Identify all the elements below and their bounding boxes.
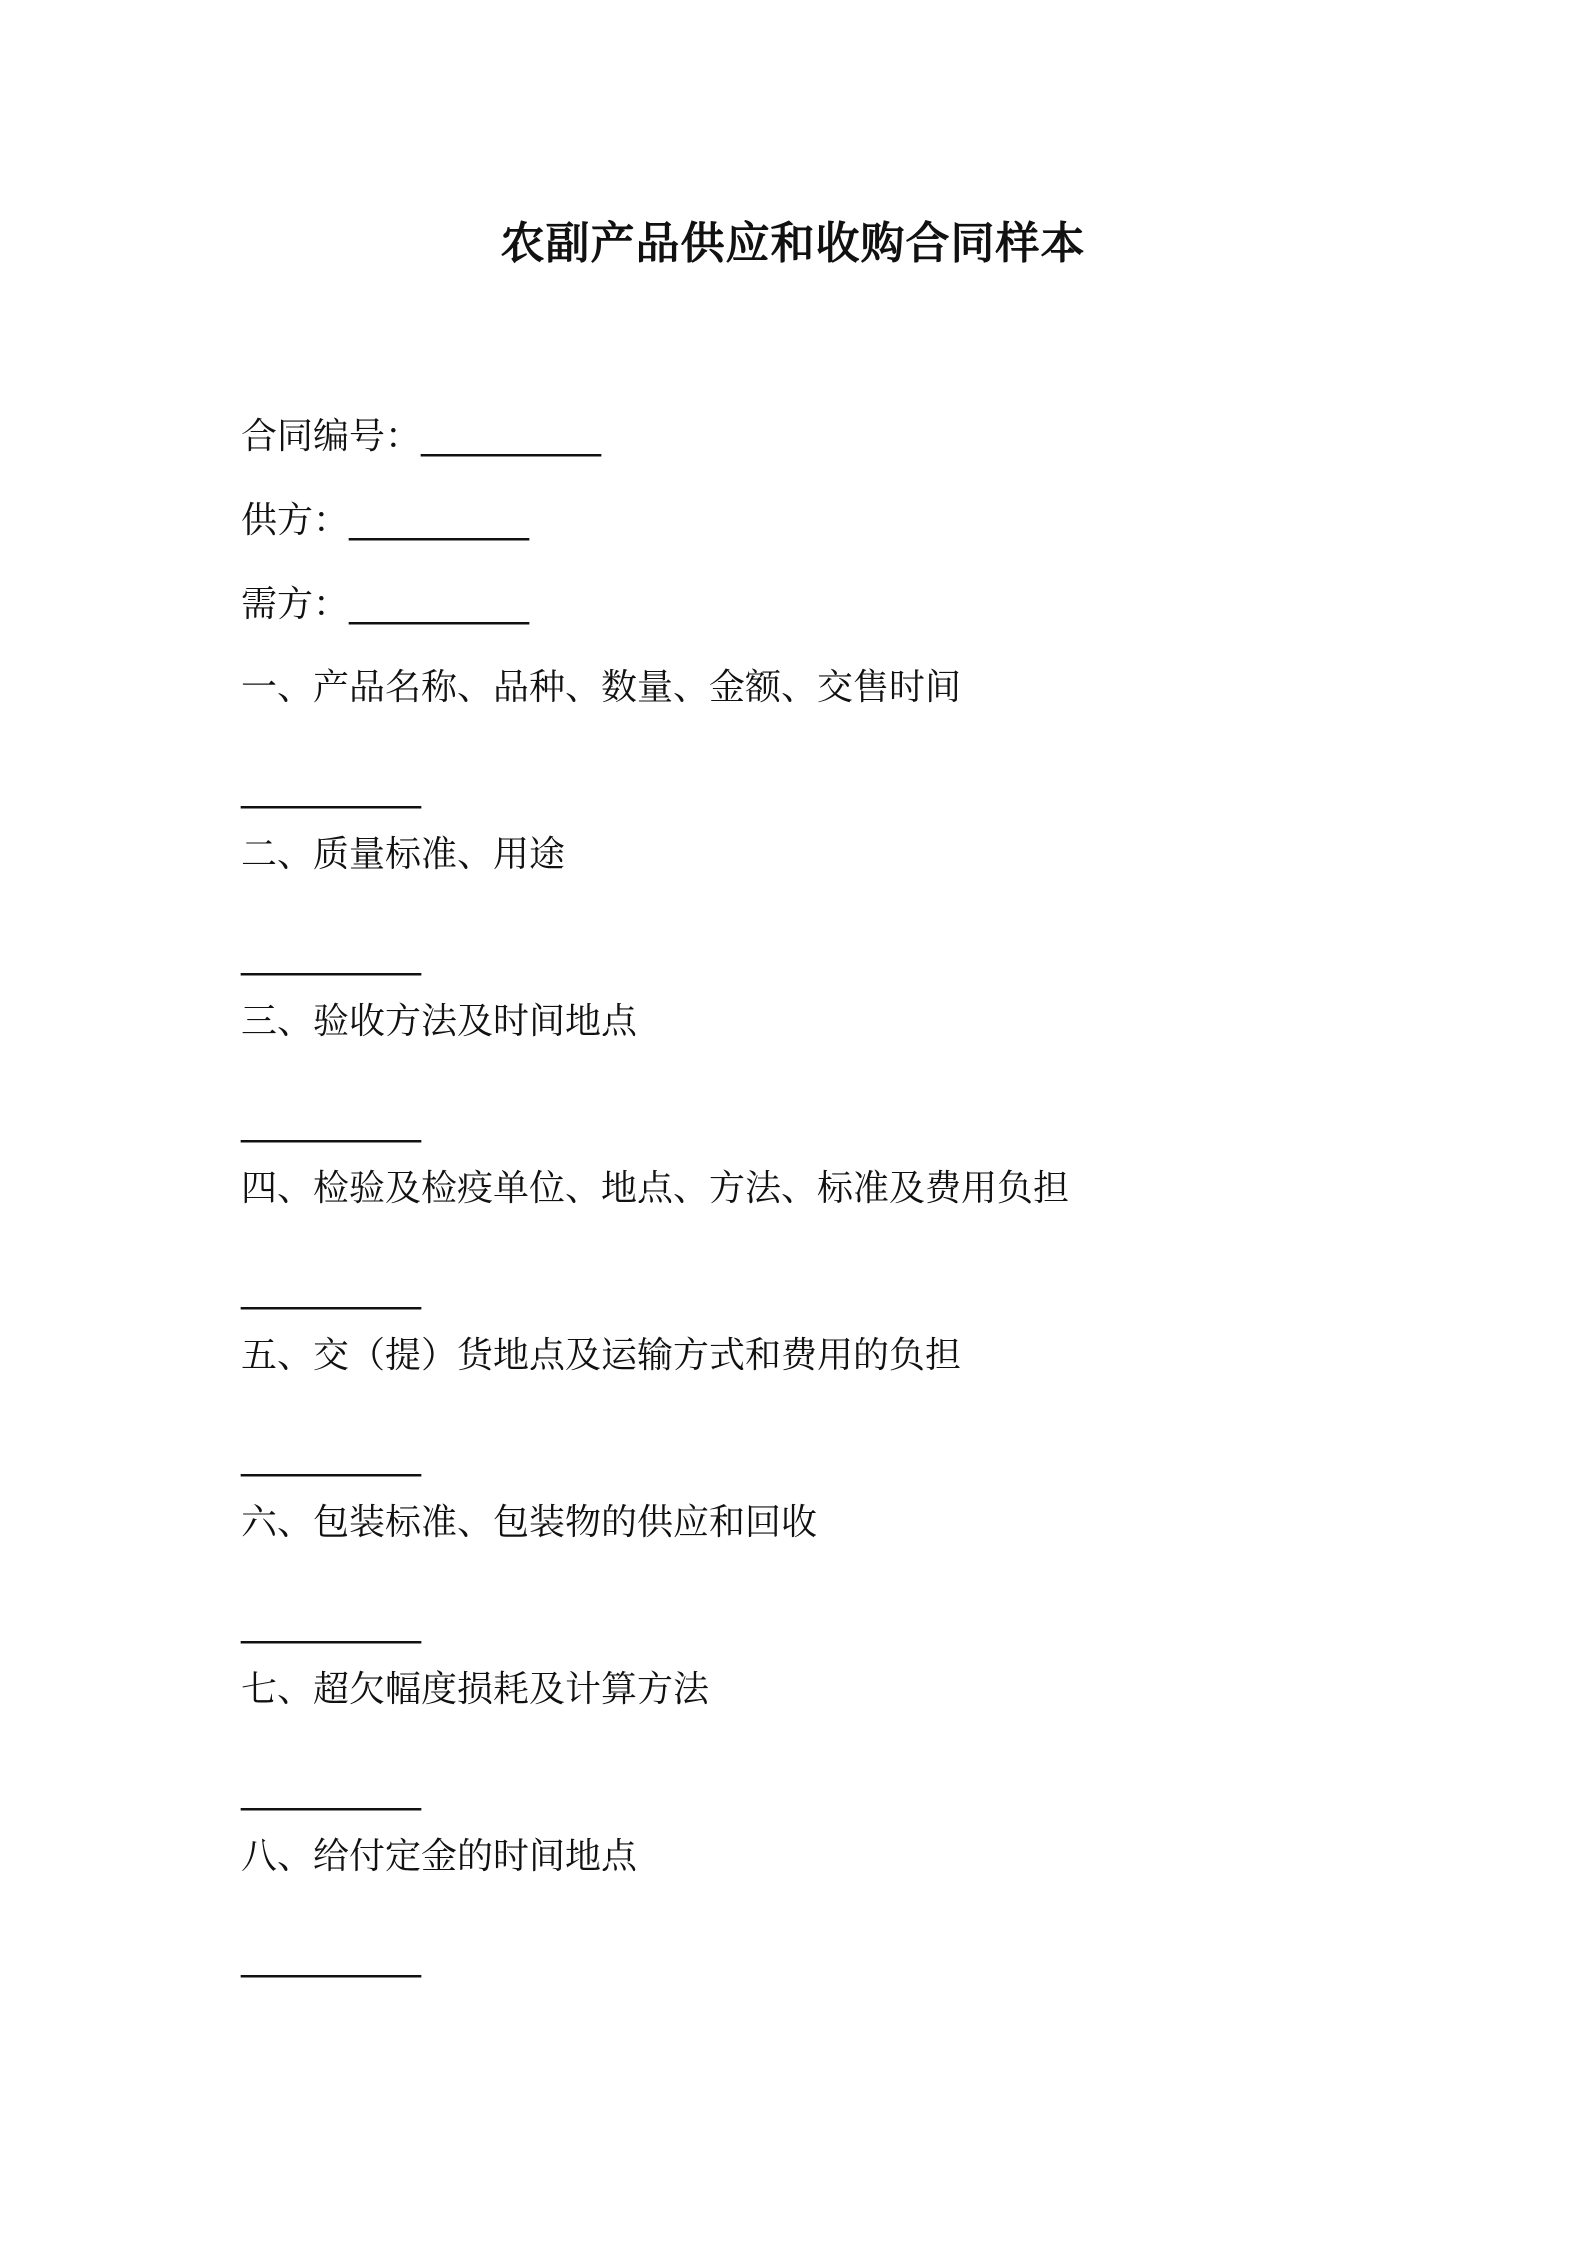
- section-heading-5: 五、交（提）货地点及运输方式和费用的负担: [241, 1335, 962, 1376]
- buyer-blank: __________: [349, 584, 530, 625]
- section-heading-6: 六、包装标准、包装物的供应和回收: [241, 1502, 818, 1543]
- section-blank-5: __________: [241, 1436, 421, 1477]
- section-blank-6: __________: [241, 1603, 421, 1644]
- document-title: 农副产品供应和收购合同样本: [500, 218, 1086, 269]
- section-heading-8: 八、给付定金的时间地点: [241, 1836, 638, 1877]
- contract-number-blank: __________: [421, 416, 602, 457]
- section-heading-7: 七、超欠幅度损耗及计算方法: [241, 1669, 710, 1710]
- section-blank-3: __________: [241, 1102, 421, 1143]
- supplier-blank: __________: [349, 500, 530, 541]
- section-blank-1: __________: [241, 768, 421, 809]
- supplier-label: 供方：: [241, 500, 350, 541]
- section-heading-2: 二、质量标准、用途: [241, 834, 566, 875]
- section-blank-7: __________: [241, 1770, 421, 1811]
- section-blank-2: __________: [241, 935, 421, 976]
- supplier-field: [241, 496, 529, 546]
- buyer-label: 需方：: [241, 584, 350, 625]
- buyer-field: [241, 580, 529, 630]
- section-heading-3: 三、验收方法及时间地点: [241, 1001, 638, 1042]
- contract-number-label: 合同编号：: [241, 416, 422, 457]
- section-heading-1: 一、产品名称、品种、数量、金额、交售时间: [241, 667, 962, 708]
- contract-number-field: [241, 412, 601, 462]
- section-heading-4: 四、检验及检疫单位、地点、方法、标准及费用负担: [241, 1168, 1070, 1209]
- section-blank-8: __________: [241, 1937, 421, 1978]
- section-blank-4: __________: [241, 1269, 421, 1310]
